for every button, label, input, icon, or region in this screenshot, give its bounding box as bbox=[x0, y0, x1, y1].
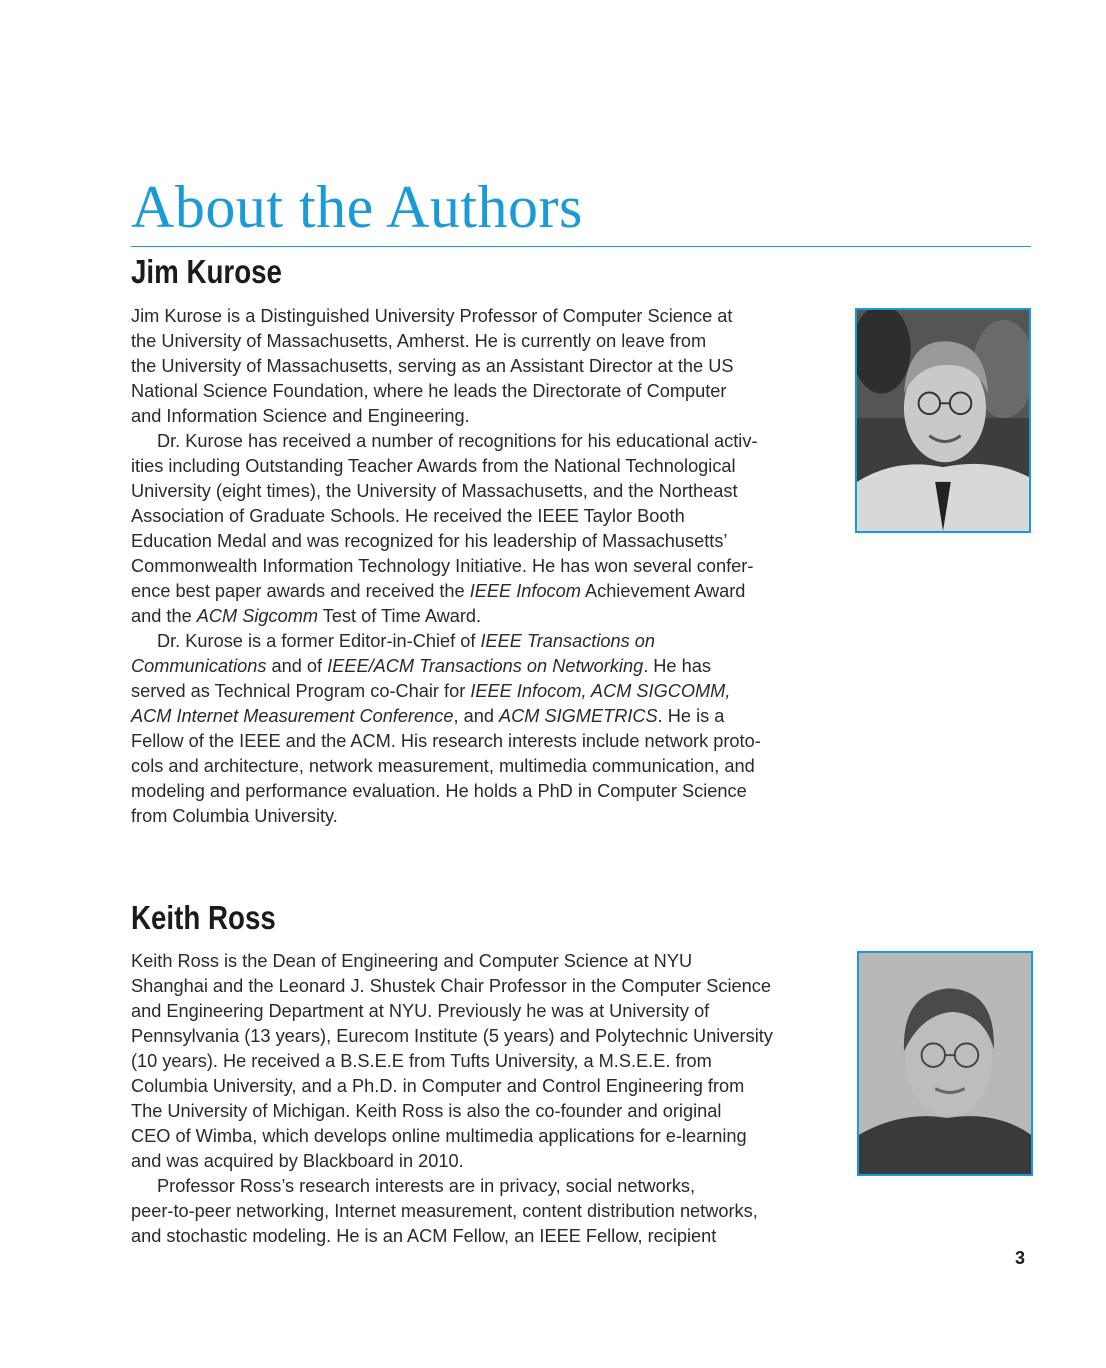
publication-title: IEEE Infocom bbox=[469, 581, 581, 601]
bio-line bbox=[131, 1199, 821, 1224]
bio-line bbox=[131, 479, 821, 504]
bio-text: ence best paper awards and received the bbox=[131, 581, 470, 601]
bio-line bbox=[131, 504, 821, 529]
bio-line bbox=[131, 1174, 821, 1199]
bio-text: Columbia University, and a Ph.D. in Computer and Control Engineering from bbox=[131, 1076, 745, 1096]
bio-line bbox=[131, 999, 821, 1024]
bio-text: . He has bbox=[643, 656, 711, 676]
portrait-image bbox=[859, 953, 1031, 1174]
bio-line bbox=[131, 429, 821, 454]
bio-line bbox=[131, 779, 821, 804]
bio-text: Professor Ross’s research interests are in privacy, social networks, bbox=[157, 1176, 696, 1196]
bio-line bbox=[131, 379, 821, 404]
bio-text: Keith Ross is the Dean of Engineering and Computer Science at NYU bbox=[131, 951, 693, 971]
bio-line bbox=[131, 579, 821, 604]
bio-line bbox=[131, 1149, 821, 1174]
bio-text: Dr. Kurose is a former Editor-in-Chief of bbox=[157, 631, 481, 651]
bio-line bbox=[131, 404, 821, 429]
author-bio-kurose bbox=[131, 304, 821, 829]
bio-text: ities including Outstanding Teacher Awards from the National Technological bbox=[131, 456, 736, 476]
bio-line bbox=[131, 804, 821, 829]
bio-line bbox=[131, 604, 821, 629]
publication-title: IEEE Infocom, ACM SIGCOMM, bbox=[470, 681, 731, 701]
bio-line bbox=[131, 454, 821, 479]
bio-text: CEO of Wimba, which develops online multimedia applications for e-learning bbox=[131, 1126, 747, 1146]
bio-text: . He is a bbox=[657, 706, 725, 726]
bio-line bbox=[131, 329, 821, 354]
bio-text: The University of Michigan. Keith Ross is also the co-founder and original bbox=[131, 1101, 722, 1121]
bio-text: Commonwealth Information Technology Initiative. He has won several confer- bbox=[131, 556, 754, 576]
bio-line bbox=[131, 529, 821, 554]
bio-text: and stochastic modeling. He is an ACM Fellow, an IEEE Fellow, recipient bbox=[131, 1226, 717, 1246]
bio-line bbox=[131, 754, 821, 779]
bio-line bbox=[131, 654, 821, 679]
bio-line bbox=[131, 704, 821, 729]
bio-line bbox=[131, 974, 821, 999]
publication-title: ACM Sigcomm bbox=[196, 606, 318, 626]
bio-line bbox=[131, 1074, 821, 1099]
bio-line bbox=[131, 1049, 821, 1074]
bio-text: Achievement Award bbox=[580, 581, 746, 601]
publication-title: ACM Internet Measurement Conference bbox=[131, 706, 454, 726]
bio-text: Association of Graduate Schools. He received the IEEE Taylor Booth bbox=[131, 506, 685, 526]
bio-line bbox=[131, 1099, 821, 1124]
publication-title: IEEE/ACM Transactions on Networking bbox=[327, 656, 644, 676]
bio-text: (10 years). He received a B.S.E.E from Tufts University, a M.S.E.E. from bbox=[131, 1051, 712, 1071]
page-number: 3 bbox=[1015, 1248, 1026, 1268]
bio-text: Jim Kurose is a Distinguished University Professor of Computer Science at bbox=[131, 306, 733, 326]
bio-text: served as Technical Program co-Chair for bbox=[131, 681, 471, 701]
bio-text: , and bbox=[453, 706, 499, 726]
bio-line bbox=[131, 729, 821, 754]
publication-title: Communications bbox=[131, 656, 267, 676]
bio-text: and the bbox=[131, 606, 197, 626]
bio-line bbox=[131, 629, 821, 654]
bio-line bbox=[131, 304, 821, 329]
bio-text: Shanghai and the Leonard J. Shustek Chair Professor in the Computer Science bbox=[131, 976, 771, 996]
bio-text: and Information Science and Engineering. bbox=[131, 406, 470, 426]
bio-text: cols and architecture, network measurement, multimedia communication, and bbox=[131, 756, 755, 776]
bio-line bbox=[131, 1124, 821, 1149]
bio-text: National Science Foundation, where he leads the Directorate of Computer bbox=[131, 381, 727, 401]
bio-line bbox=[131, 554, 821, 579]
publication-title: IEEE Transactions on bbox=[480, 631, 656, 651]
bio-line bbox=[131, 1024, 821, 1049]
bio-text: Test of Time Award. bbox=[318, 606, 482, 626]
title-divider bbox=[131, 246, 1031, 247]
bio-text: from Columbia University. bbox=[131, 806, 338, 826]
author-bio-ross bbox=[131, 949, 821, 1249]
bio-text: University (eight times), the University of Massachusetts, and the Northeast bbox=[131, 481, 738, 501]
bio-text: Dr. Kurose has received a number of recognitions for his educational activ- bbox=[157, 431, 758, 451]
bio-line bbox=[131, 949, 821, 974]
bio-line bbox=[131, 354, 821, 379]
bio-text: Pennsylvania (13 years), Eurecom Institute (5 years) and Polytechnic University bbox=[131, 1026, 773, 1046]
bio-text: the University of Massachusetts, serving as an Assistant Director at the US bbox=[131, 356, 734, 376]
portrait-image bbox=[857, 310, 1029, 531]
bio-text: peer-to-peer networking, Internet measurement, content distribution networks, bbox=[131, 1201, 758, 1221]
page-title: About the Authors bbox=[131, 174, 583, 240]
author-photo-ross bbox=[857, 951, 1033, 1176]
bio-text: and of bbox=[266, 656, 328, 676]
bio-line bbox=[131, 679, 821, 704]
author-name-ross: Keith Ross bbox=[131, 899, 276, 936]
author-name-kurose: Jim Kurose bbox=[131, 253, 282, 290]
bio-text: and was acquired by Blackboard in 2010. bbox=[131, 1151, 464, 1171]
publication-title: ACM SIGMETRICS bbox=[499, 706, 658, 726]
bio-text: and Engineering Department at NYU. Previously he was at University of bbox=[131, 1001, 710, 1021]
bio-text: modeling and performance evaluation. He holds a PhD in Computer Science bbox=[131, 781, 747, 801]
bio-line bbox=[131, 1224, 821, 1249]
author-photo-kurose bbox=[855, 308, 1031, 533]
bio-text: Education Medal and was recognized for his leadership of Massachusetts’ bbox=[131, 531, 728, 551]
bio-text: the University of Massachusetts, Amherst. He is currently on leave from bbox=[131, 331, 707, 351]
bio-text: Fellow of the IEEE and the ACM. His research interests include network proto- bbox=[131, 731, 761, 751]
